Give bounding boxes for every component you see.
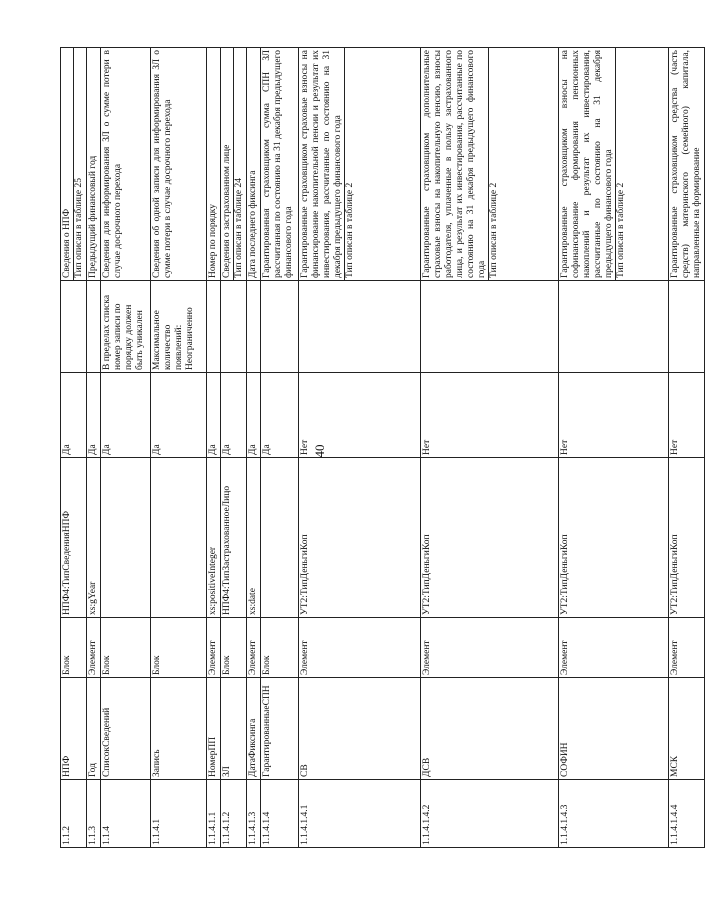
element-name-cell: СВ: [299, 678, 421, 780]
element-type-cell: Элемент: [87, 618, 101, 678]
element-name-cell: Год: [87, 678, 101, 780]
description-line: Сведения о застрахованном лице: [222, 144, 232, 278]
limit-cell: [247, 281, 261, 373]
description-cell: [299, 48, 421, 281]
row-number-cell: 1.1.4.1.4: [261, 780, 299, 848]
limit-cell: Максимальное количество появлений: Неограниченно: [151, 281, 207, 373]
required-cell: Да: [221, 373, 247, 458]
description-line: Гарантированные страховщиком взносы на софинансирование формирования пенсионных накоплений и результат их инвестирования, рассчитанные по состоянию на 31 декабря предыдущего финансового года: [560, 50, 614, 278]
required-cell: Да: [247, 373, 261, 458]
page-number: 40: [312, 444, 327, 458]
table-row: [247, 48, 261, 848]
element-name-cell: ЗЛ: [221, 678, 247, 780]
required-cell: Да: [87, 373, 101, 458]
format-cell: НПФ4:ТипСведенияНПФ: [61, 458, 87, 618]
description-line: Гарантированная страховщиком сумма СПН ЗЛ рассчитанная по состоянию на 31 декабря предыдущего финансового года: [262, 50, 294, 278]
required-cell: Нет: [299, 373, 421, 458]
description-cell: [421, 48, 559, 281]
description-cell: [247, 48, 261, 281]
table-row: [299, 48, 421, 848]
element-name-cell: ДатаФиксинга: [247, 678, 261, 780]
table-row: [221, 48, 247, 848]
description-cell: [61, 48, 87, 281]
required-cell: Да: [101, 373, 151, 458]
table-row: [421, 48, 559, 848]
limit-cell: [207, 281, 221, 373]
limit-cell: В пределах списка номер записи по порядку должен быть уникален: [101, 281, 151, 373]
description-line: Тип описан в таблице 24: [233, 48, 245, 280]
required-cell: Да: [207, 373, 221, 458]
row-number-cell: 1.1.4.1.4.4: [669, 780, 705, 848]
limit-cell: [61, 281, 87, 373]
table-row: [207, 48, 221, 848]
limit-cell: [87, 281, 101, 373]
element-type-cell: Элемент: [421, 618, 559, 678]
element-name-cell: МСК: [669, 678, 705, 780]
row-number-cell: 1.1.4: [101, 780, 151, 848]
description-line: Сведения об одной записи для информирования ЗЛ о сумме потери в случае досрочного перехода: [152, 50, 173, 278]
description-cell: [151, 48, 207, 281]
element-name-cell: ГарантированныеСПН: [261, 678, 299, 780]
description-line: Дата последнего фиксинга: [248, 170, 258, 278]
description-cell: [101, 48, 151, 281]
description-line: Гарантированные страховщиком страховые взносы на финансирование накопительной пенсии и результат их инвестирования, рассчитанные по состоянию на 31 декабря предыдущего финансового года: [300, 50, 343, 278]
description-line: Предыдущий финансовый год: [88, 155, 98, 278]
required-cell: Да: [261, 373, 299, 458]
required-cell: Нет: [559, 373, 669, 458]
description-line: Номер по порядку: [208, 203, 218, 278]
limit-cell: [559, 281, 669, 373]
description-line: Сведения о НПФ: [62, 208, 72, 278]
row-number-cell: 1.1.4.1.1: [207, 780, 221, 848]
format-cell: [151, 458, 207, 618]
element-name-cell: СОФИН: [559, 678, 669, 780]
description-line: Гарантированные страховщиком дополнительные страховые взносы на накопительную пенсию, взносы работодателя, уплаченные в пользу застрахованного лица, и результат их инвестирования, рассчитанные по состоянию на 31 декабря предыдущего финансового года: [422, 50, 487, 278]
table-row: [87, 48, 101, 848]
description-line: Тип описан в таблице 2: [344, 48, 356, 280]
table-row: [151, 48, 207, 848]
rotated-table-container: [60, 48, 702, 848]
format-cell: НПФ4:ТипЗастрахованноеЛицо: [221, 458, 247, 618]
element-type-cell: Элемент: [299, 618, 421, 678]
limit-cell: [221, 281, 247, 373]
row-number-cell: 1.1.4.1.4.1: [299, 780, 421, 848]
element-name-cell: НПФ: [61, 678, 87, 780]
format-cell: УТ2:ТипДеньгиКоп: [669, 458, 705, 618]
spec-table: [60, 47, 705, 848]
row-number-cell: 1.1.2: [61, 780, 87, 848]
element-type-cell: Блок: [151, 618, 207, 678]
table-row: [61, 48, 87, 848]
element-type-cell: Элемент: [207, 618, 221, 678]
row-number-cell: 1.1.3: [87, 780, 101, 848]
format-cell: УТ2:ТипДеньгиКоп: [421, 458, 559, 618]
table-row: [101, 48, 151, 848]
description-cell: [261, 48, 299, 281]
description-line: Сведения для информирования ЗЛ о сумме потери в случае досрочного перехода: [102, 50, 123, 278]
format-cell: xs:date: [247, 458, 261, 618]
element-name-cell: Запись: [151, 678, 207, 780]
element-name-cell: ДСВ: [421, 678, 559, 780]
description-line: Гарантированные страховщиком средства (часть средств) материнского (семейного) капитала, направленные на формирование: [670, 50, 702, 278]
table-row: [669, 48, 705, 848]
element-type-cell: Блок: [221, 618, 247, 678]
format-cell: УТ2:ТипДеньгиКоп: [299, 458, 421, 618]
required-cell: Нет: [669, 373, 705, 458]
element-type-cell: Элемент: [247, 618, 261, 678]
description-line: Тип описан в таблице 25: [73, 48, 85, 280]
description-cell: [669, 48, 705, 281]
required-cell: Нет: [421, 373, 559, 458]
format-cell: УТ2:ТипДеньгиКоп: [559, 458, 669, 618]
limit-cell: [261, 281, 299, 373]
table-row: [261, 48, 299, 848]
row-number-cell: 1.1.4.1.4.3: [559, 780, 669, 848]
limit-cell: [421, 281, 559, 373]
row-number-cell: 1.1.4.1: [151, 780, 207, 848]
limit-cell: [669, 281, 705, 373]
format-cell: [261, 458, 299, 618]
format-cell: [101, 458, 151, 618]
element-type-cell: Элемент: [669, 618, 705, 678]
description-cell: [87, 48, 101, 281]
description-line: Тип описан в таблице 2: [488, 48, 500, 280]
element-type-cell: Блок: [261, 618, 299, 678]
description-cell: [221, 48, 247, 281]
required-cell: Да: [61, 373, 87, 458]
table-row: [559, 48, 669, 848]
element-type-cell: Элемент: [559, 618, 669, 678]
element-name-cell: СписокСведений: [101, 678, 151, 780]
element-type-cell: Блок: [101, 618, 151, 678]
required-cell: Да: [151, 373, 207, 458]
description-cell: [559, 48, 669, 281]
row-number-cell: 1.1.4.1.4.2: [421, 780, 559, 848]
row-number-cell: 1.1.4.1.2: [221, 780, 247, 848]
description-cell: [207, 48, 221, 281]
spec-table-body: [61, 48, 705, 848]
element-name-cell: НомерПП: [207, 678, 221, 780]
description-line: Тип описан в таблице 2: [615, 48, 627, 280]
row-number-cell: 1.1.4.1.3: [247, 780, 261, 848]
format-cell: xs:positiveInteger: [207, 458, 221, 618]
limit-cell: [299, 281, 421, 373]
element-type-cell: Блок: [61, 618, 87, 678]
format-cell: xs:gYear: [87, 458, 101, 618]
